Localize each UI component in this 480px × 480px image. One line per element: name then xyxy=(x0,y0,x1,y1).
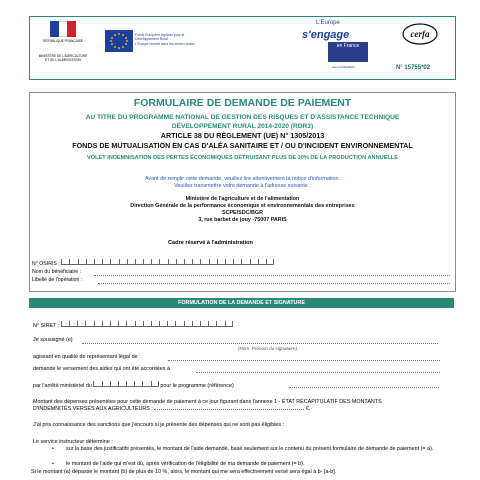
beneficiaire-input[interactable] xyxy=(94,275,450,276)
rf-ministry: MINISTÈRE DE L'AGRICULTURE ET DE L'ALIMENTATION xyxy=(38,54,88,62)
republique-francaise-logo xyxy=(38,21,88,75)
montant-unit: €. xyxy=(305,406,311,412)
operation-input[interactable] xyxy=(98,283,450,284)
formulation-bar: FORMULATION DE LA DEMANDE ET SIGNATURE xyxy=(29,298,454,308)
title-box xyxy=(29,92,456,292)
address-line-2: Direction Générale de la performance économique et environnementale des entreprises xyxy=(130,203,355,209)
osiris-field xyxy=(32,259,274,267)
arrete-date-input[interactable] xyxy=(93,381,159,389)
operation-label: Libellé de l'opération : xyxy=(32,277,83,283)
marianne-flag-icon xyxy=(50,21,76,37)
beneficiaire-label: Nom du bénéficiaire : xyxy=(32,269,82,275)
europe-top: L'Europe xyxy=(316,20,340,26)
bullet-2-text: le montant de l'aide qui m'est dû, après vérification de l'éligibilité de ma demande de paiement (= b). xyxy=(66,461,305,467)
notice-line-1: Avant de remplir cette demande, veuillez lire attentivement la notice d'information. xyxy=(144,176,341,182)
versement-label: demande le versement des aides qui ont été accordées à xyxy=(33,366,170,372)
service-text: Le service instructeur détermine : xyxy=(33,439,113,445)
bullet-dot-2: • xyxy=(52,461,54,467)
eu-flag-icon xyxy=(105,30,133,52)
montant-line-1: Montant des dépenses présentées pour cette demande de paiement à ce jour figurant dans l'annexe 1 - ÉTAT RÉCAPITULATIF DES MONTANTS xyxy=(33,399,382,405)
europe-box: en France xyxy=(328,42,368,62)
qualite-input[interactable] xyxy=(168,360,440,361)
cerfa-ellipse-icon xyxy=(402,23,438,45)
cerfa-logo-text: cerfa xyxy=(410,29,430,39)
notice-line-2: Veuillez transmettre votre demande à l'adresse suivante : xyxy=(174,183,311,189)
siret-field xyxy=(33,321,233,329)
admin-title: Cadre réservé à l'administration xyxy=(168,240,253,246)
europe-mid: s'engage xyxy=(302,29,350,41)
soussigne-input[interactable] xyxy=(82,343,438,344)
cerfa-logo xyxy=(402,23,442,53)
osiris-label: N° OSIRIS : xyxy=(32,261,60,267)
feader-logo xyxy=(105,30,201,56)
montant-input[interactable] xyxy=(154,409,304,410)
feader-title: Fonds Européen Agricole pour le Développement Rural xyxy=(135,33,185,42)
montant-line-2: D'INDEMNITÉS VERSÉS AUX AGRICULTEURS : xyxy=(33,406,153,412)
feader-sub: L'Europe investit dans les zones rurales xyxy=(135,41,195,46)
form-title: FORMULAIRE DE DEMANDE DE PAIEMENT xyxy=(133,97,352,109)
soussigne-label: Je soussigné (e) xyxy=(33,337,73,343)
address-line-4: 3, rue barbet de jouy -75007 PARIS xyxy=(198,217,287,223)
address-line-1: Ministère de l'agriculture et de l'alimentation xyxy=(185,196,300,202)
feader-text xyxy=(135,33,201,46)
europe-sengage-logo xyxy=(302,20,372,72)
bullet-dot-1: • xyxy=(52,446,54,452)
montant-field xyxy=(33,406,310,412)
europe-bot: avec le FEADER xyxy=(332,65,355,69)
versement-input[interactable] xyxy=(196,372,440,373)
arrete-programme-label: pour le programme (référence) xyxy=(160,383,234,389)
cerfa-number: N° 15755*02 xyxy=(396,65,431,71)
title-line-3: ARTICLE 38 DU RÈGLEMENT (UE) N° 1305/2013 xyxy=(160,131,325,140)
title-line-4: FONDS DE MUTUALISATION EN CAS D'ALÉA SANITAIRE ET / OU D'INCIDENT ENVIRONNEMENTAL xyxy=(72,141,413,150)
qualite-label: agissant en qualité de représentant légal de : xyxy=(33,354,141,360)
last-line: Si le montant (a) dépasse le montant (b) de plus de 10 %, alors, le montant qui me sera effectivement versé sera égal à b- [a-b]. xyxy=(31,469,337,475)
rf-text: RÉPUBLIQUE FRANÇAISE xyxy=(43,39,83,43)
title-line-5: VOLET INDEMNISATION DES PERTES ÉCONOMIQUES DÉTRUISANT PLUS DE 30% DE LA PRODUCTION ANNUELLE xyxy=(87,155,398,161)
arrete-label: par l'arrêté ministériel du xyxy=(33,383,92,389)
programme-input[interactable] xyxy=(289,387,439,388)
title-line-1: AU TITRE DU PROGRAMME NATIONAL DE GESTION DES RISQUES ET D'ASSISTANCE TECHNIQUE xyxy=(85,114,400,121)
address-line-3: SCPE/SDC/BGR xyxy=(221,210,264,216)
soussigne-hint: (Nom, Prénom du signataire) xyxy=(238,346,297,351)
sanctions-text: J'ai pris connaissance des sanctions que j'encours si je présente des dépenses qui ne sont pas éligibles : xyxy=(33,422,285,428)
title-line-2: DÉVELOPPEMENT RURAL 2014-2020 (RDR3) xyxy=(171,123,314,130)
header-logos xyxy=(29,16,456,80)
bullet-1-text: sur la base des justificatifs présentés, le montant de l'aide demandé, basé seulement sur le contenu du présent formulaire de demande de paiement (= a). xyxy=(66,446,434,452)
arrete-field xyxy=(33,381,234,389)
osiris-input[interactable] xyxy=(61,259,274,267)
siret-input[interactable] xyxy=(61,321,233,329)
siret-label: N° SIRET : xyxy=(33,323,60,329)
